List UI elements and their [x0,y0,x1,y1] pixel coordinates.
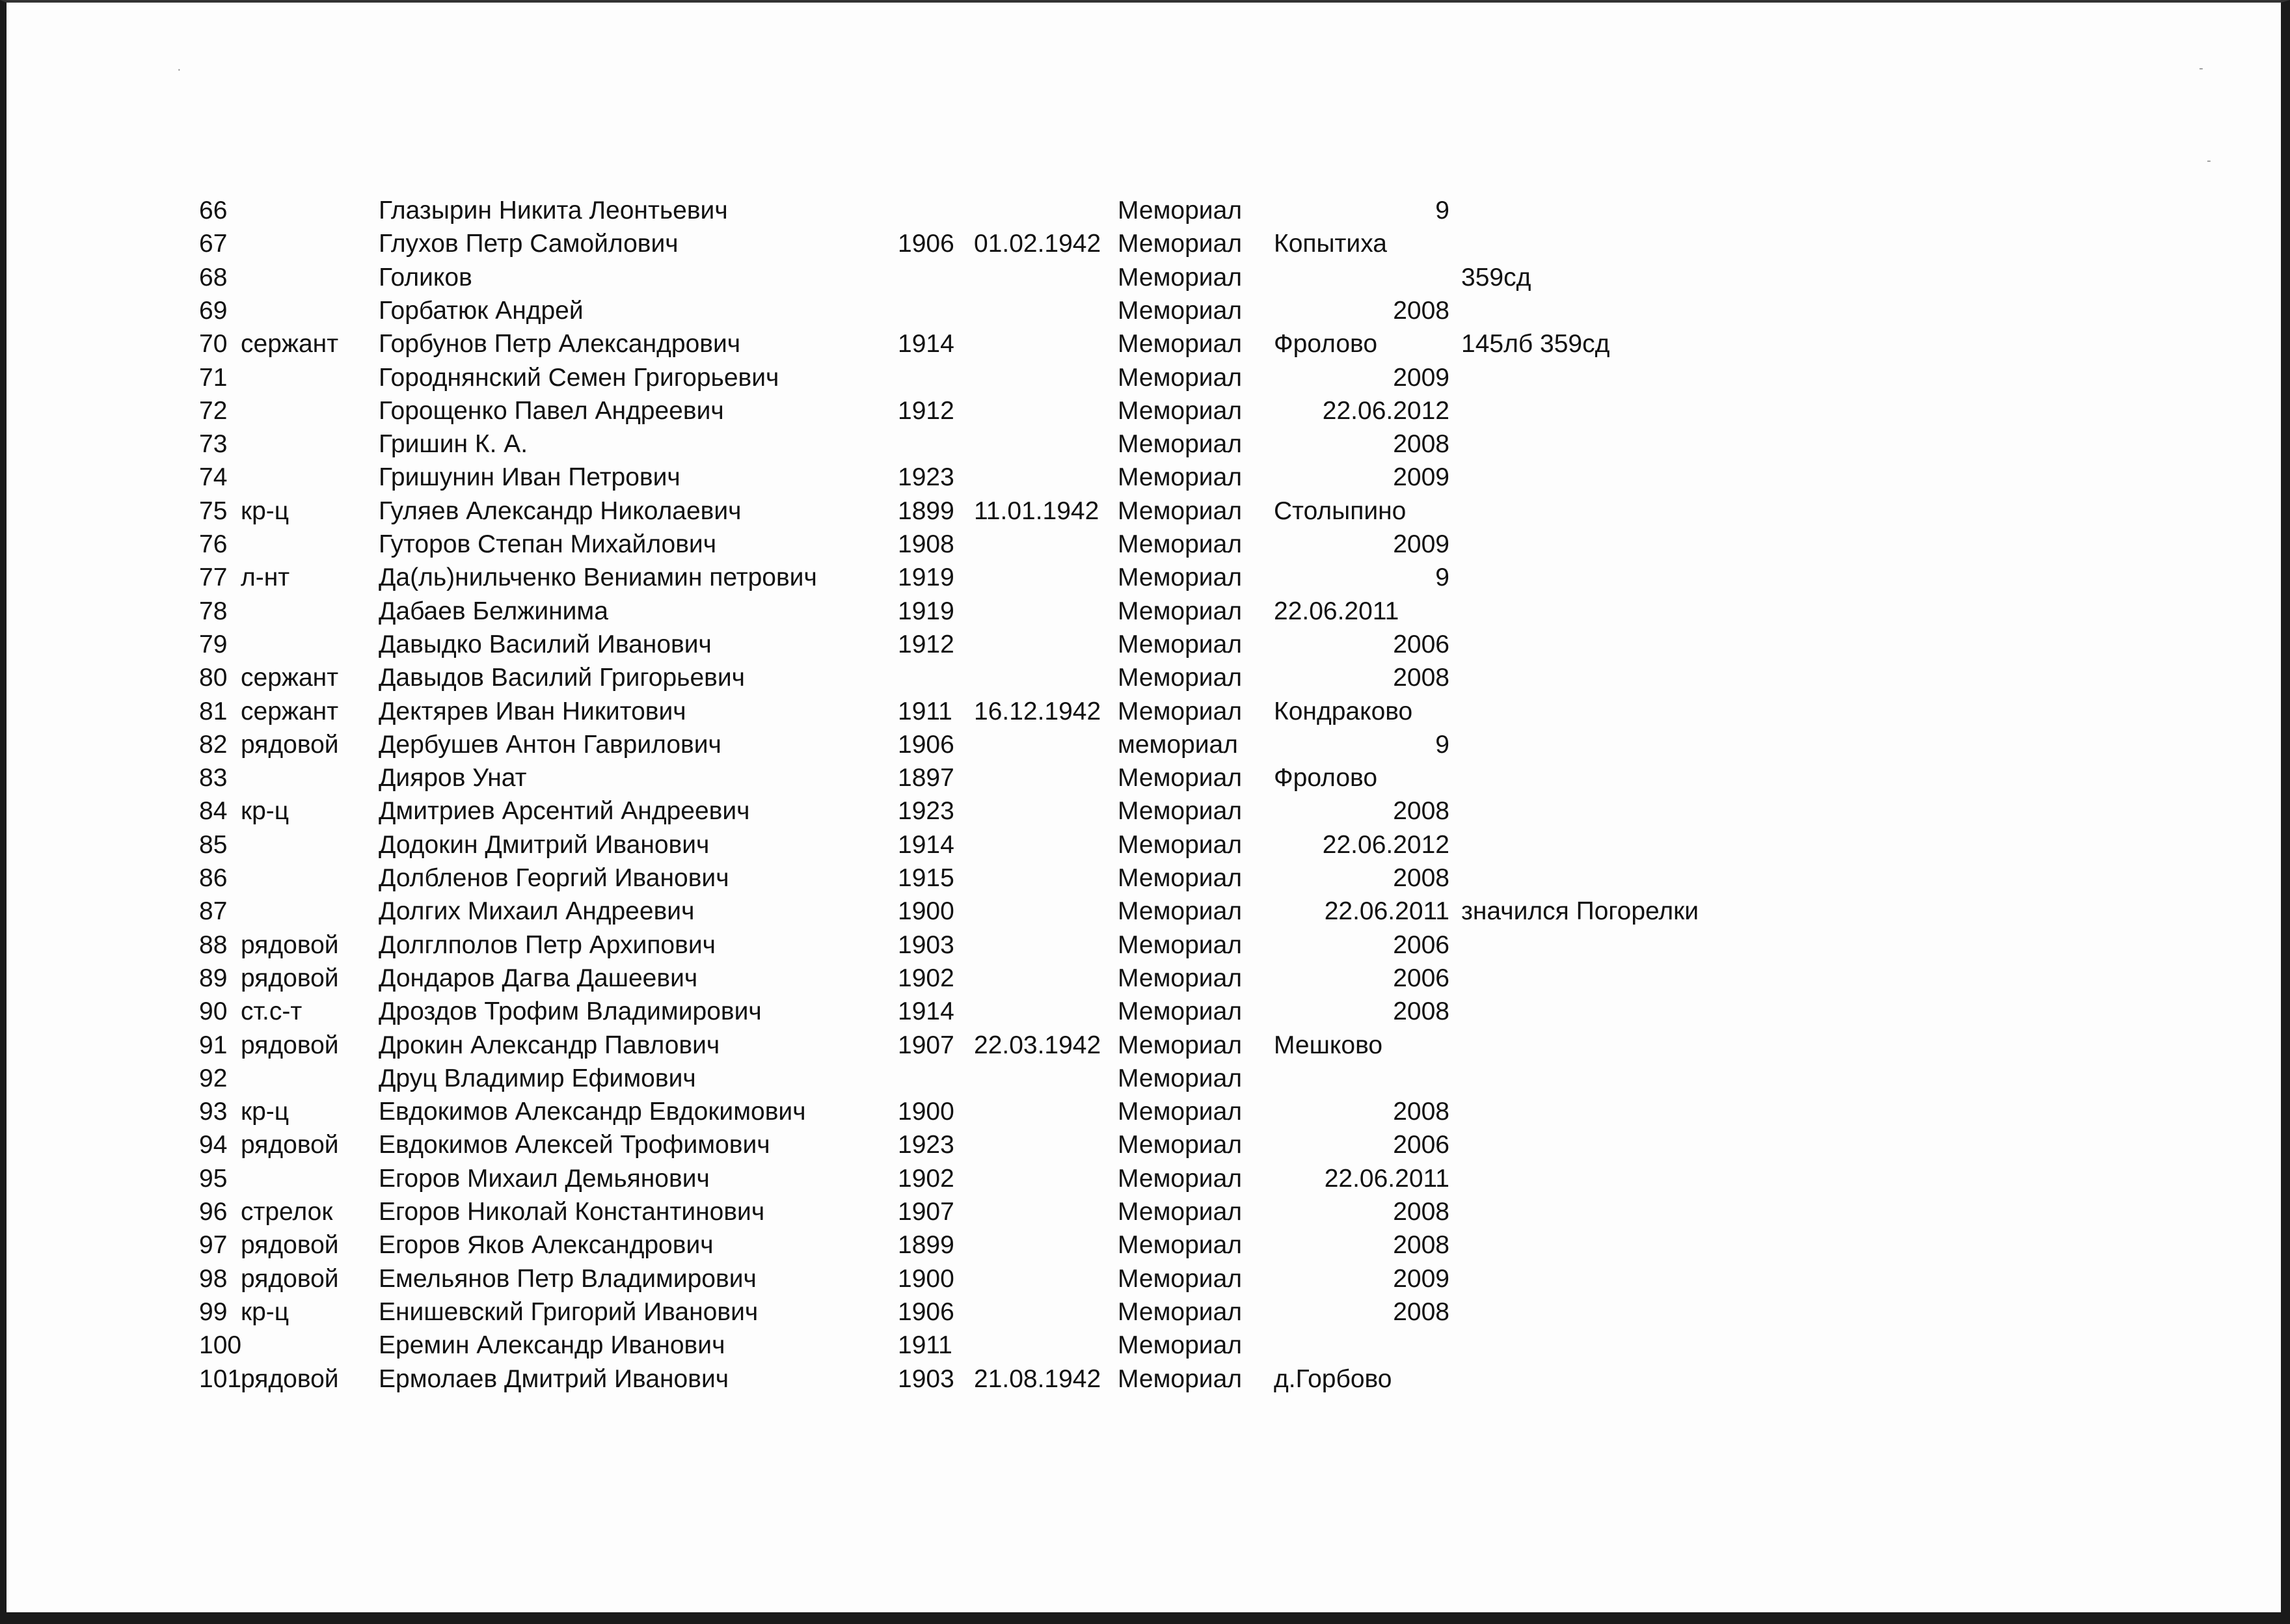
row-source: Мемориал [1118,1264,1243,1293]
row-death-date: 21.08.1942 [974,1364,1101,1393]
row-value: 9 [1435,730,1449,759]
table-row [7,262,2281,294]
row-number: 76 [199,530,228,558]
row-value: 2009 [1393,363,1449,392]
row-number: 84 [199,797,228,826]
table-row [7,629,2281,661]
row-number: 101 [199,1364,242,1393]
row-number: 99 [199,1297,228,1326]
row-source: Мемориал [1118,563,1243,592]
row-birth-year: 1923 [898,1131,954,1159]
table-row [7,1163,2281,1195]
row-source: Мемориал [1118,830,1243,859]
row-number: 67 [199,230,228,258]
row-name: Дроздов Трофим Владимирович [379,997,762,1026]
row-name: Долбленов Георгий Иванович [379,864,729,892]
row-source: Мемориал [1118,930,1243,959]
row-source: Мемориал [1118,463,1243,492]
row-value: 2008 [1393,296,1449,325]
row-rank: рядовой [241,730,339,759]
row-number: 88 [199,930,228,959]
row-number: 85 [199,830,228,859]
row-source: Мемориал [1118,1297,1243,1326]
row-number: 87 [199,897,228,926]
table-row [7,995,2281,1028]
table-row [7,1296,2281,1329]
row-birth-year: 1899 [898,1231,954,1260]
row-number: 73 [199,430,228,459]
table-row [7,495,2281,528]
table-row [7,929,2281,962]
row-name: Дияров Унат [379,764,527,792]
row-name: Додокин Дмитрий Иванович [379,830,710,859]
records-table [7,3,2281,1612]
row-rank: рядовой [241,1364,339,1393]
row-number: 96 [199,1198,228,1226]
row-number: 83 [199,764,228,792]
row-rank: сержант [241,330,339,359]
row-name: Егоров Николай Константинович [379,1198,765,1226]
table-row [7,1129,2281,1161]
row-name: Гуляев Александр Николаевич [379,496,742,525]
row-value: 9 [1435,563,1449,592]
row-source: Мемориал [1118,1131,1243,1159]
row-place: д.Горбово [1274,1364,1392,1393]
table-row [7,1062,2281,1095]
row-birth-year: 1908 [898,530,954,558]
row-number: 86 [199,864,228,892]
row-number: 69 [199,296,228,325]
row-birth-year: 1911 [898,697,952,725]
row-name: Друц Владимир Ефимович [379,1064,696,1092]
row-source: Мемориал [1118,1231,1243,1260]
row-birth-year: 1906 [898,230,954,258]
row-birth-year: 1900 [898,1098,954,1126]
row-rank: рядовой [241,964,339,992]
table-row [7,428,2281,461]
row-source: Мемориал [1118,864,1243,892]
row-value: 2008 [1393,1231,1449,1260]
table-row [7,1196,2281,1228]
row-birth-year: 1914 [898,830,954,859]
row-number: 74 [199,463,228,492]
row-birth-year: 1919 [898,597,954,625]
row-note: 145лб 359сд [1461,330,1610,359]
row-number: 98 [199,1264,228,1293]
row-value: 2009 [1393,463,1449,492]
row-name: Горбатюк Андрей [379,296,584,325]
row-name: Егоров Яков Александрович [379,1231,714,1260]
table-row [7,1363,2281,1396]
row-name: Горощенко Павел Андреевич [379,396,724,425]
row-number: 68 [199,263,228,291]
row-source: Мемориал [1118,196,1243,224]
row-birth-year: 1907 [898,1198,954,1226]
row-rank: сержант [241,697,339,725]
row-name: Гришин К. А. [379,430,528,459]
row-value: 2008 [1393,430,1449,459]
row-birth-year: 1902 [898,1164,954,1193]
row-place: Фролово [1274,330,1378,359]
row-value: 22.06.2011 [1324,897,1449,926]
table-row [7,1096,2281,1128]
row-source: Мемориал [1118,363,1243,392]
row-source: Мемориал [1118,530,1243,558]
row-name: Евдокимов Алексей Трофимович [379,1131,770,1159]
row-birth-year: 1923 [898,797,954,826]
row-source: Мемориал [1118,964,1243,992]
row-birth-year: 1899 [898,496,954,525]
row-number: 71 [199,363,228,392]
row-note: значился Погорелки [1461,897,1699,926]
row-number: 90 [199,997,228,1026]
row-source: Мемориал [1118,1064,1243,1092]
row-source: Мемориал [1118,697,1243,725]
row-source: Мемориал [1118,997,1243,1026]
scan-speck: · [177,62,182,77]
row-name: Горбунов Петр Александрович [379,330,741,359]
table-row [7,662,2281,694]
row-rank: рядовой [241,930,339,959]
table-row [7,1229,2281,1262]
row-number: 72 [199,396,228,425]
table-row [7,729,2281,761]
row-source: Мемориал [1118,1331,1243,1360]
scan-speck: - [2199,61,2203,75]
row-name: Дмитриев Арсентий Андреевич [379,797,750,826]
row-death-date: 22.03.1942 [974,1031,1101,1059]
table-row [7,295,2281,327]
table-row [7,595,2281,628]
table-row [7,562,2281,594]
row-number: 78 [199,597,228,625]
row-name: Долгих Михаил Андреевич [379,897,695,926]
row-name: Евдокимов Александр Евдокимович [379,1098,806,1126]
table-row [7,328,2281,360]
row-name: Ермолаев Дмитрий Иванович [379,1364,729,1393]
row-source: Мемориал [1118,330,1243,359]
row-rank: рядовой [241,1264,339,1293]
row-rank: ст.с-т [241,997,303,1026]
table-row [7,829,2281,861]
row-name: Глазырин Никита Леонтьевич [379,196,728,224]
row-rank: кр-ц [241,797,290,826]
row-number: 81 [199,697,228,725]
table-row [7,696,2281,728]
table-row [7,1329,2281,1362]
row-note: 359сд [1461,263,1531,291]
row-name: Да(ль)нильченко Вениамин петрович [379,563,817,592]
row-value: 2009 [1393,530,1449,558]
row-place: Фролово [1274,764,1378,792]
table-row [7,1263,2281,1295]
row-place: Мешково [1274,1031,1383,1059]
row-name: Дектярев Иван Никитович [379,697,686,725]
row-birth-year: 1914 [898,997,954,1026]
row-value: 2006 [1393,1131,1449,1159]
row-birth-year: 1912 [898,396,954,425]
table-row [7,195,2281,227]
row-number: 80 [199,664,228,692]
row-rank: сержант [241,664,339,692]
table-row [7,395,2281,427]
row-place: Кондраково [1274,697,1413,725]
row-place: Столыпино [1274,496,1407,525]
row-value: 22.06.2012 [1322,830,1449,859]
row-number: 100 [199,1331,242,1360]
row-number: 97 [199,1231,228,1260]
row-place: Копытиха [1274,230,1387,258]
row-value: 22.06.2012 [1322,396,1449,425]
row-value: 2008 [1393,1297,1449,1326]
table-row [7,962,2281,995]
row-name: Дербушев Антон Гаврилович [379,730,721,759]
row-birth-year: 1923 [898,463,954,492]
row-source: Мемориал [1118,764,1243,792]
row-number: 79 [199,630,228,658]
row-name: Дондаров Дагва Дашеевич [379,964,698,992]
table-row [7,862,2281,895]
row-number: 82 [199,730,228,759]
row-rank: рядовой [241,1131,339,1159]
row-name: Долглполов Петр Архипович [379,930,716,959]
row-source: Мемориал [1118,296,1243,325]
table-row [7,362,2281,394]
row-source: Мемориал [1118,1198,1243,1226]
row-name: Еремин Александр Иванович [379,1331,725,1360]
row-rank: кр-ц [241,496,290,525]
table-row [7,461,2281,494]
row-value: 9 [1435,196,1449,224]
table-row [7,895,2281,928]
row-name: Емельянов Петр Владимирович [379,1264,757,1293]
row-death-date: 11.01.1942 [974,496,1099,525]
row-rank: рядовой [241,1031,339,1059]
row-source: Мемориал [1118,1031,1243,1059]
table-row [7,1029,2281,1062]
row-source: мемориал [1118,730,1238,759]
table-row [7,762,2281,794]
row-number: 66 [199,196,228,224]
row-number: 92 [199,1064,228,1092]
row-birth-year: 1906 [898,1297,954,1326]
row-name: Давыдко Василий Иванович [379,630,712,658]
row-birth-year: 1902 [898,964,954,992]
row-birth-year: 1906 [898,730,954,759]
row-place: 22.06.2011 [1274,597,1399,625]
row-name: Городнянский Семен Григорьевич [379,363,779,392]
row-rank: рядовой [241,1231,339,1260]
row-rank: кр-ц [241,1297,290,1326]
row-source: Мемориал [1118,597,1243,625]
row-value: 2006 [1393,930,1449,959]
row-source: Мемориал [1118,1364,1243,1393]
scan-speck: - [2207,154,2211,168]
row-number: 95 [199,1164,228,1193]
row-number: 93 [199,1098,228,1126]
table-row [7,228,2281,260]
row-value: 2008 [1393,997,1449,1026]
row-number: 91 [199,1031,228,1059]
row-name: Гуторов Степан Михайлович [379,530,717,558]
row-number: 77 [199,563,228,592]
row-birth-year: 1897 [898,764,954,792]
row-value: 2006 [1393,964,1449,992]
table-row [7,528,2281,561]
row-name: Дрокин Александр Павлович [379,1031,720,1059]
row-value: 2008 [1393,1198,1449,1226]
table-row [7,795,2281,828]
row-source: Мемориал [1118,263,1243,291]
row-number: 94 [199,1131,228,1159]
row-source: Мемориал [1118,897,1243,926]
row-source: Мемориал [1118,496,1243,525]
row-birth-year: 1903 [898,930,954,959]
row-source: Мемориал [1118,630,1243,658]
row-number: 70 [199,330,228,359]
row-birth-year: 1907 [898,1031,954,1059]
row-source: Мемориал [1118,797,1243,826]
row-source: Мемориал [1118,430,1243,459]
row-name: Гришунин Иван Петрович [379,463,680,492]
row-rank: стрелок [241,1198,333,1226]
row-value: 2008 [1393,797,1449,826]
row-value: 2008 [1393,864,1449,892]
row-rank: кр-ц [241,1098,290,1126]
row-name: Голиков [379,263,472,291]
row-name: Глухов Петр Самойлович [379,230,679,258]
row-name: Енишевский Григорий Иванович [379,1297,759,1326]
row-source: Мемориал [1118,230,1243,258]
row-value: 2006 [1393,630,1449,658]
row-value: 2009 [1393,1264,1449,1293]
row-source: Мемориал [1118,396,1243,425]
row-value: 2008 [1393,1098,1449,1126]
row-value: 2008 [1393,664,1449,692]
row-name: Давыдов Василий Григорьевич [379,664,745,692]
row-birth-year: 1915 [898,864,954,892]
row-death-date: 01.02.1942 [974,230,1101,258]
row-source: Мемориал [1118,664,1243,692]
row-birth-year: 1914 [898,330,954,359]
row-birth-year: 1911 [898,1331,952,1360]
row-value: 22.06.2011 [1324,1164,1449,1193]
row-birth-year: 1903 [898,1364,954,1393]
row-birth-year: 1912 [898,630,954,658]
row-birth-year: 1900 [898,1264,954,1293]
row-number: 89 [199,964,228,992]
row-death-date: 16.12.1942 [974,697,1101,725]
row-birth-year: 1919 [898,563,954,592]
row-source: Мемориал [1118,1098,1243,1126]
row-source: Мемориал [1118,1164,1243,1193]
row-name: Егоров Михаил Демьянович [379,1164,710,1193]
row-birth-year: 1900 [898,897,954,926]
row-name: Дабаев Белжинима [379,597,608,625]
row-rank: л-нт [241,563,290,592]
row-number: 75 [199,496,228,525]
